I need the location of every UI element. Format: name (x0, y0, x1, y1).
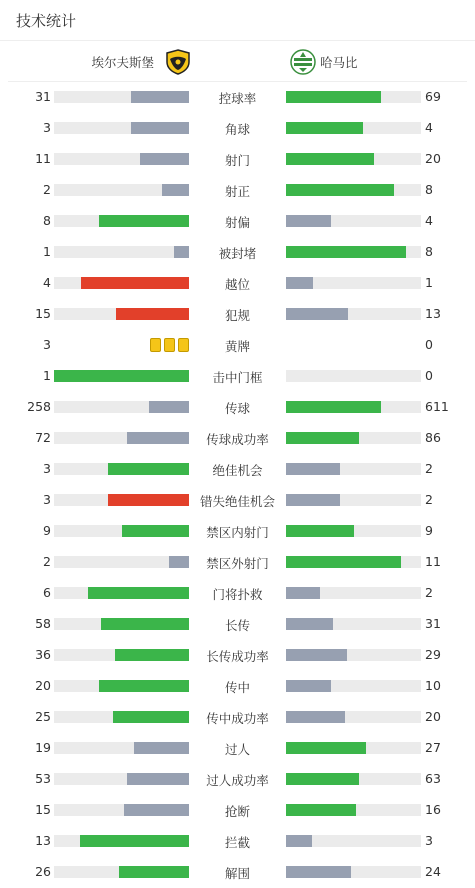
away-stat-value: 31 (425, 616, 441, 631)
away-stat-bar-fill (286, 680, 331, 692)
away-stat-bar-fill (286, 91, 381, 103)
stat-row (0, 485, 475, 516)
away-stat-bar-fill (286, 649, 347, 661)
away-stat-bar (286, 215, 421, 227)
away-stat-bar (286, 804, 421, 816)
home-stat-bar (54, 308, 189, 320)
home-stat-bar (54, 835, 189, 847)
away-stat-bar-fill (286, 866, 351, 878)
home-stat-bar (54, 804, 189, 816)
stat-label: 射偏 (224, 215, 250, 230)
away-stat-bar (286, 866, 421, 878)
away-stat-bar (286, 463, 421, 475)
stat-label: 抢断 (224, 804, 250, 819)
home-stat-bar-fill (174, 246, 189, 258)
away-stat-value: 8 (425, 244, 433, 259)
home-stat-bar (54, 525, 189, 537)
stat-row (0, 113, 475, 144)
away-stat-value: 0 (425, 368, 433, 383)
home-team-name[interactable]: 埃尔夫斯堡 (91, 55, 154, 70)
away-stat-value: 1 (425, 275, 433, 290)
stat-row (0, 702, 475, 733)
away-stat-value: 29 (425, 647, 441, 662)
stat-row (0, 268, 475, 299)
away-stat-bar-fill (286, 277, 313, 289)
home-stat-value: 36 (35, 647, 51, 662)
home-stat-value: 26 (35, 864, 51, 879)
home-stat-bar-fill (108, 494, 189, 506)
stat-label: 过人成功率 (206, 773, 269, 788)
home-stat-bar-fill (54, 370, 189, 382)
home-stat-value: 19 (35, 740, 51, 755)
away-stat-value: 27 (425, 740, 441, 755)
stat-row (0, 175, 475, 206)
home-stat-bar (54, 711, 189, 723)
stat-label: 错失绝佳机会 (199, 494, 275, 509)
away-team-name[interactable]: 哈马比 (320, 55, 358, 70)
stat-label: 控球率 (218, 91, 257, 106)
stat-label: 长传 (224, 618, 250, 633)
away-stat-value: 4 (425, 120, 433, 135)
home-stat-bar (54, 463, 189, 475)
away-stat-bar-fill (286, 122, 363, 134)
away-stat-bar (286, 587, 421, 599)
stat-row (0, 392, 475, 423)
stat-row (0, 671, 475, 702)
away-stat-bar (286, 308, 421, 320)
home-stat-bar (54, 556, 189, 568)
stat-label: 解围 (224, 866, 250, 881)
away-stat-value: 9 (425, 523, 433, 538)
stat-row (0, 516, 475, 547)
away-stat-bar (286, 680, 421, 692)
home-stat-bar-fill (99, 680, 189, 692)
away-stat-value: 63 (425, 771, 441, 786)
home-stat-bar (54, 153, 189, 165)
stat-label: 禁区内射门 (206, 525, 269, 540)
home-stat-bar-fill (115, 649, 189, 661)
away-stat-bar-fill (286, 587, 320, 599)
home-stat-value: 13 (35, 833, 51, 848)
away-stat-bar (286, 246, 421, 258)
away-team-crest-icon[interactable] (290, 49, 316, 75)
home-stat-bar (54, 432, 189, 444)
home-stat-bar (54, 184, 189, 196)
away-stat-bar-fill (286, 401, 381, 413)
home-stat-bar (54, 680, 189, 692)
home-team-crest-icon[interactable] (165, 49, 191, 75)
stats-list (0, 82, 475, 888)
home-stat-value: 53 (35, 771, 51, 786)
away-stat-value: 611 (425, 399, 449, 414)
away-stat-bar-fill (286, 246, 406, 258)
home-stat-bar-fill (113, 711, 189, 723)
home-stat-value: 11 (35, 151, 51, 166)
away-stat-value: 24 (425, 864, 441, 879)
away-stat-bar-fill (286, 773, 359, 785)
away-stat-bar-fill (286, 153, 374, 165)
home-stat-value: 3 (43, 337, 51, 352)
away-stat-value: 0 (425, 337, 433, 352)
home-stat-bar (54, 370, 189, 382)
away-stat-bar (286, 711, 421, 723)
stat-label: 射正 (224, 184, 250, 199)
away-stat-bar (286, 494, 421, 506)
away-stat-bar-fill (286, 835, 312, 847)
home-stat-value: 15 (35, 306, 51, 321)
stat-row (0, 299, 475, 330)
away-stat-value: 8 (425, 182, 433, 197)
away-stat-value: 69 (425, 89, 441, 104)
home-stat-bar-fill (127, 432, 189, 444)
home-stat-value: 25 (35, 709, 51, 724)
yellow-card-icon (150, 338, 161, 352)
home-stat-bar-fill (108, 463, 189, 475)
stat-label: 传中 (224, 680, 250, 695)
stat-row (0, 361, 475, 392)
stat-label: 被封堵 (218, 246, 257, 261)
away-stat-bar (286, 122, 421, 134)
page-title: 技术统计 (16, 11, 77, 30)
teams-row (8, 41, 467, 82)
away-stat-bar-fill (286, 742, 366, 754)
away-stat-bar-fill (286, 711, 345, 723)
stat-row (0, 82, 475, 113)
stat-label: 犯规 (224, 308, 250, 323)
home-stat-bar-fill (134, 742, 189, 754)
away-stat-bar-fill (286, 184, 394, 196)
away-stat-bar-fill (286, 494, 340, 506)
stat-label: 越位 (224, 277, 250, 292)
stat-row (0, 206, 475, 237)
home-stat-bar (54, 587, 189, 599)
home-stat-bar-fill (119, 866, 189, 878)
stat-row (0, 609, 475, 640)
home-stat-bar-fill (124, 804, 189, 816)
stat-label: 传球成功率 (206, 432, 269, 447)
home-stat-bar (54, 866, 189, 878)
stat-label: 传中成功率 (206, 711, 269, 726)
away-stat-bar (286, 401, 421, 413)
home-stat-bar-fill (116, 308, 189, 320)
stat-row (0, 547, 475, 578)
stat-row (0, 640, 475, 671)
away-stat-value: 20 (425, 709, 441, 724)
home-stat-bar-fill (131, 91, 189, 103)
away-stat-bar-fill (286, 215, 331, 227)
stat-row (0, 578, 475, 609)
home-stat-bar-fill (127, 773, 189, 785)
home-stat-value: 3 (43, 492, 51, 507)
home-stat-bar (54, 215, 189, 227)
home-stat-bar (54, 494, 189, 506)
home-stat-bar (54, 649, 189, 661)
home-stat-bar-fill (101, 618, 189, 630)
stat-row (0, 733, 475, 764)
stat-label: 黄牌 (224, 339, 250, 354)
stat-label: 门将扑救 (212, 587, 263, 602)
stat-label: 过人 (224, 742, 250, 757)
stat-row (0, 454, 475, 485)
away-stat-value: 2 (425, 492, 433, 507)
away-stat-value: 10 (425, 678, 441, 693)
home-stat-value: 1 (43, 368, 51, 383)
home-stat-bar-fill (169, 556, 189, 568)
home-stat-bar (54, 277, 189, 289)
home-stat-value: 58 (35, 616, 51, 631)
home-stat-value: 258 (27, 399, 51, 414)
home-stat-value: 72 (35, 430, 51, 445)
away-stat-value: 2 (425, 461, 433, 476)
home-stat-bar (54, 91, 189, 103)
home-stat-value: 3 (43, 120, 51, 135)
away-stat-bar (286, 649, 421, 661)
stats-header (0, 0, 475, 41)
home-stat-value: 4 (43, 275, 51, 290)
away-stat-value: 3 (425, 833, 433, 848)
home-stat-bar-fill (131, 122, 189, 134)
home-stat-bar (54, 773, 189, 785)
stat-row (0, 764, 475, 795)
away-stat-bar (286, 773, 421, 785)
stat-row (0, 423, 475, 454)
stat-row (0, 237, 475, 268)
away-stat-value: 16 (425, 802, 441, 817)
home-stat-value: 3 (43, 461, 51, 476)
home-stat-bar-fill (80, 835, 189, 847)
away-stat-bar (286, 556, 421, 568)
stat-label: 击中门框 (212, 370, 263, 385)
away-stat-bar (286, 432, 421, 444)
home-stat-value: 8 (43, 213, 51, 228)
away-stat-bar (286, 742, 421, 754)
away-stat-bar-fill (286, 525, 354, 537)
home-stat-bar-fill (140, 153, 189, 165)
away-stat-bar (286, 184, 421, 196)
away-stat-value: 11 (425, 554, 441, 569)
away-stat-bar (286, 153, 421, 165)
home-stat-bar (54, 401, 189, 413)
home-stat-value: 20 (35, 678, 51, 693)
home-yellow-cards (150, 338, 189, 352)
stat-label: 角球 (224, 122, 250, 137)
home-stat-bar-fill (162, 184, 189, 196)
away-stat-bar-fill (286, 432, 359, 444)
home-stat-value: 6 (43, 585, 51, 600)
stat-label: 长传成功率 (206, 649, 269, 664)
home-stat-bar (54, 246, 189, 258)
stat-label: 禁区外射门 (206, 556, 269, 571)
home-stat-bar-fill (122, 525, 190, 537)
away-stat-bar-fill (286, 804, 356, 816)
away-stat-value: 2 (425, 585, 433, 600)
away-stat-bar (286, 618, 421, 630)
home-stat-bar-fill (149, 401, 190, 413)
stat-row (0, 330, 475, 361)
stat-row (0, 826, 475, 857)
away-stat-value: 20 (425, 151, 441, 166)
away-stat-value: 13 (425, 306, 441, 321)
home-stat-bar-fill (88, 587, 189, 599)
away-stat-bar (286, 835, 421, 847)
home-stat-bar-fill (81, 277, 189, 289)
home-stat-bar-fill (99, 215, 189, 227)
away-stat-bar (286, 91, 421, 103)
away-stat-bar (286, 370, 421, 382)
away-stat-bar-fill (286, 556, 401, 568)
home-stat-bar (54, 742, 189, 754)
home-stat-value: 9 (43, 523, 51, 538)
home-stat-bar (54, 618, 189, 630)
stat-label: 射门 (224, 153, 250, 168)
stat-row (0, 857, 475, 888)
stat-label: 拦截 (224, 835, 250, 850)
stat-label: 绝佳机会 (212, 463, 263, 478)
home-stat-value: 2 (43, 182, 51, 197)
home-stat-value: 1 (43, 244, 51, 259)
away-stat-bar-fill (286, 618, 333, 630)
away-stat-bar-fill (286, 463, 340, 475)
home-stat-bar (54, 122, 189, 134)
home-stat-value: 31 (35, 89, 51, 104)
away-stat-bar-fill (286, 308, 348, 320)
away-stat-bar (286, 277, 421, 289)
stat-row (0, 144, 475, 175)
away-stat-value: 86 (425, 430, 441, 445)
yellow-card-icon (178, 338, 189, 352)
yellow-card-icon (164, 338, 175, 352)
home-stat-value: 15 (35, 802, 51, 817)
home-stat-value: 2 (43, 554, 51, 569)
away-stat-bar (286, 525, 421, 537)
away-stat-value: 4 (425, 213, 433, 228)
stat-row (0, 795, 475, 826)
stat-label: 传球 (224, 401, 250, 416)
